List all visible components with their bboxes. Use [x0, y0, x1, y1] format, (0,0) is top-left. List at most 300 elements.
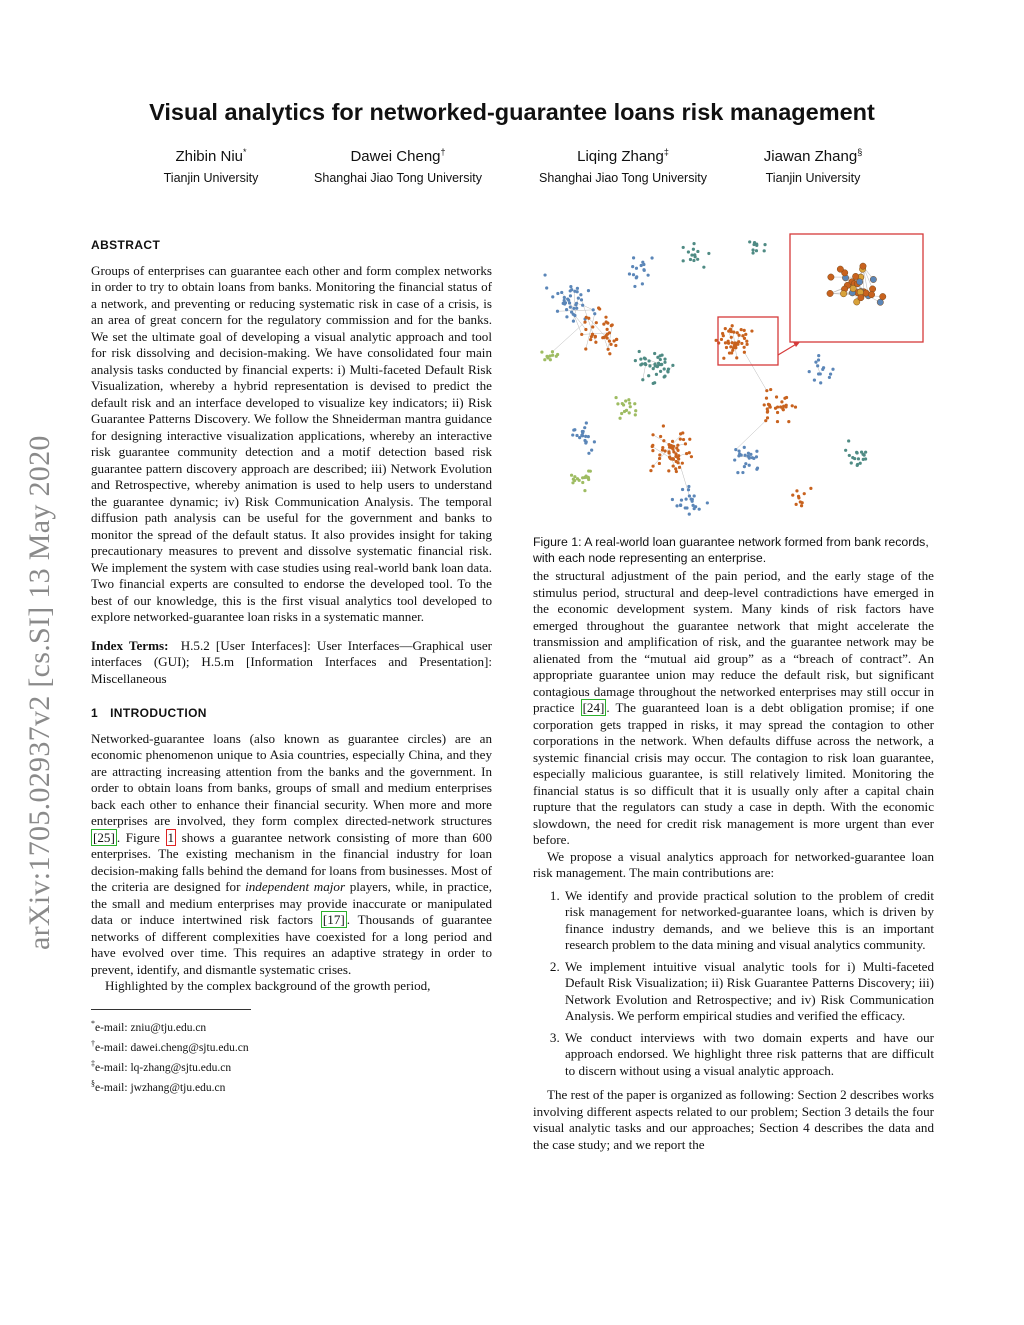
author-name: Liqing Zhang‡	[577, 147, 669, 165]
network-node	[750, 329, 753, 332]
network-node	[729, 328, 732, 331]
network-node	[740, 328, 743, 331]
network-node	[560, 291, 563, 294]
network-node	[658, 462, 661, 465]
network-node	[731, 324, 734, 327]
author-block	[523, 147, 723, 185]
paper-title: Visual analytics for networked-guarantee loans risk management	[149, 99, 875, 125]
network-node	[635, 275, 638, 278]
network-node	[692, 248, 695, 251]
network-node	[573, 290, 576, 293]
network-node	[584, 435, 587, 438]
network-node	[634, 359, 637, 362]
network-node	[663, 361, 666, 364]
network-node	[565, 315, 568, 318]
network-node	[764, 419, 767, 422]
network-node	[644, 362, 647, 365]
network-node	[680, 499, 683, 502]
network-node	[755, 450, 758, 453]
author-block	[131, 147, 291, 185]
network-node	[736, 331, 739, 334]
inset-node	[858, 294, 864, 300]
network-node	[540, 350, 543, 353]
list-item: 3. We conduct interviews with two domain experts and have our approach endorsed. We highlight three risk patterns that are difficult to discern without using a visual analytic approach.	[563, 1030, 934, 1080]
network-node	[795, 489, 798, 492]
figure-caption: Figure 1: A real-world loan guarantee network formed from bank records, with each node representing an enterprise.	[533, 535, 929, 565]
network-node	[860, 450, 863, 453]
network-edge	[586, 314, 595, 349]
network-node	[652, 382, 655, 385]
network-node	[679, 432, 682, 435]
network-node	[724, 327, 727, 330]
network-node	[632, 256, 635, 259]
network-node	[571, 481, 574, 484]
network-node	[685, 452, 688, 455]
network-node	[744, 333, 747, 336]
network-node	[829, 373, 832, 376]
network-node	[791, 404, 794, 407]
network-node	[715, 339, 718, 342]
network-node	[725, 346, 728, 349]
network-node	[566, 298, 569, 301]
network-node	[573, 475, 576, 478]
author-name: Zhibin Niu*	[175, 147, 247, 165]
intro-paragraph-1: Networked-guarantee loans (also known as guarantee circles) are an economic phenomenon unique to Asia countries, especially China, and they are attracting increasing attention from the banks and the government. In order to obtain loans from banks, groups of small and medium enterprises back each other to enhance their financial security. When more and more enterprises are involved, they form complex directed-network structures [25] . Figure 1 shows a guarantee network consisting of more than 600 enterprises. The existing mechanism in the financial industry for loan decision-making falls behind the demand for loans from businesses. Most of the criteria are designed for independent major players, while, in practice, the small and medium enterprises may provide inaccurate or manipulated data or induce intertwined risk factors [17] . Thousands of guarantee networks of different complexities have coexisted for a long period and have evolved over time. This requires an adaptive strategy in order to prevent, identify, and dismantle systematic crises.	[91, 730, 492, 977]
arxiv-identifier: arXiv:1705.02937v2 [cs.SI] 13 May 2020	[23, 435, 56, 950]
network-node	[850, 461, 853, 464]
network-node	[687, 250, 690, 253]
network-node	[735, 356, 738, 359]
network-node	[589, 338, 592, 341]
network-node	[572, 307, 575, 310]
network-node	[745, 343, 748, 346]
network-node	[791, 493, 794, 496]
network-node	[674, 467, 677, 470]
network-node	[763, 243, 766, 246]
network-node	[609, 343, 612, 346]
network-node	[555, 355, 558, 358]
author-affiliation: Shanghai Jiao Tong University	[314, 171, 482, 185]
network-node	[809, 487, 812, 490]
network-node	[651, 465, 654, 468]
inset-node	[828, 274, 834, 280]
network-node	[627, 398, 630, 401]
network-node	[667, 469, 670, 472]
network-node	[622, 403, 625, 406]
footnote: *e-mail: zniu@tju.edu.cn	[91, 1018, 207, 1034]
network-node	[675, 447, 678, 450]
network-node	[765, 389, 768, 392]
network-node	[585, 421, 588, 424]
footnote: §e-mail: jwzhang@tju.edu.cn	[91, 1078, 226, 1094]
network-node	[799, 500, 802, 503]
right-column	[533, 568, 934, 1153]
network-node	[755, 244, 758, 247]
network-node	[650, 256, 653, 259]
network-node	[608, 352, 611, 355]
network-node	[581, 481, 584, 484]
network-node	[638, 350, 641, 353]
network-node	[682, 438, 685, 441]
network-node	[659, 358, 662, 361]
right-paragraph-1: the structural adjustment of the pain period, and the early stage of the stimulus period, structural and deep-level contradictions have emerged in the economic development system. Many kinds of risk factors have emerged throughout the guarantee network that might accelerate the transmission and amplification of risk, and the guarantee network may be alienated from the “mutual aid group” as a “breach of contract”. An appropriate guarantee union may reduce the default risk, but significant contagious damage throughout the networked enterprises may still occur in practice [24] . The guaranteed loan is a debt obligation promise; if one corporation gets trapped in risks, it may spread the contagion to other corporations in the network. When defaults diffuse across the network, a systemic financial crisis may occur. The contagion to risk loan guarantee, especially malicious guarantee, is still relatively limited. Monitoring the financial status is so difficult that it is usually only after a capital chain rupture that the regulators can study a case in depth. With the economic slowdown, the need for credit risk management is more urgent than ever before.	[533, 568, 934, 847]
inset-node	[827, 290, 833, 296]
network-node	[633, 285, 636, 288]
network-node	[591, 333, 594, 336]
abstract-text: Groups of enterprises can guarantee each other and form complex networks in order to try to obtain loans from banks. Monitoring the financial status of a network, and preventing or reducing systematic risk in case of a crisis, is an area of great concern for the regulatory commission and for the banks. We set the ultimate goal of developing a visual analytic approach and tool for risk dissolving and decision-making. We have consolidated four main analysis tasks conducted by financial experts: i) Multi-faceted Default Risk Visualization, whereby a hybrid representation is devised to predict the default risk and an interface developed to visualize key indicators; ii) Risk Guarantee Patterns Discovery. We follow the Shneiderman mantra guidance for designing interactive visualization applications, whereby an interactive risk guarantee community detection and a motif detection based risk guarantee pattern discovery approach are described; iii) Network Evolution and Retrospective, whereby animation is used to help users to understand the guarantee dynamic; iv) Risk Communication Analysis. The temporal diffusion path analysis can be useful for the government and banks to monitor the spread of the default status. It also provides insight for taking precautionary measures to prevent and dissolve systematic financial risk. We implement the system with case studies using real-world bank loan data. Two financial experts are consulted to endorse the developed tool. To the best of our knowledge, this is the first visual analytics tool developed to explore networked-guarantee loan risks in a systematic manner.	[91, 262, 492, 624]
figure-link[interactable]: 1	[167, 829, 175, 845]
network-node	[766, 416, 769, 419]
network-node	[751, 248, 754, 251]
network-node	[651, 449, 654, 452]
citation-link[interactable]: [24]	[582, 700, 605, 715]
network-node	[797, 495, 800, 498]
inset-node	[840, 291, 846, 297]
network-node	[748, 456, 751, 459]
network-node	[734, 448, 737, 451]
network-node	[729, 345, 732, 348]
network-node	[551, 350, 554, 353]
network-node	[847, 439, 850, 442]
inset-node	[869, 286, 875, 292]
network-node	[641, 282, 644, 285]
network-node	[693, 494, 696, 497]
author-affiliation: Tianjin University	[163, 171, 259, 185]
network-node	[775, 395, 778, 398]
network-node	[814, 361, 817, 364]
network-node	[765, 397, 768, 400]
network-node	[556, 310, 559, 313]
network-node	[581, 431, 584, 434]
network-node	[615, 338, 618, 341]
network-edge	[552, 322, 585, 352]
network-node	[733, 344, 736, 347]
network-node	[651, 444, 654, 447]
network-node	[692, 259, 695, 262]
network-node	[543, 358, 546, 361]
network-node	[606, 321, 609, 324]
network-node	[724, 341, 727, 344]
network-node	[662, 424, 665, 427]
network-edge	[816, 362, 820, 374]
citation-link[interactable]: [25]	[93, 829, 115, 845]
network-node	[679, 504, 682, 507]
network-node	[565, 308, 568, 311]
network-node	[594, 341, 597, 344]
right-paragraph-3: The rest of the paper is organized as following: Section 2 describes works involving different aspects related to our problem; Section 3 details the four visual analytic tasks and our approaches; Section 4 describes the data and the case study; and we report the	[533, 1087, 934, 1152]
network-node	[579, 293, 582, 296]
network-node	[684, 442, 687, 445]
network-node	[625, 409, 628, 412]
network-node	[591, 325, 594, 328]
network-node	[743, 329, 746, 332]
network-node	[602, 323, 605, 326]
network-node	[575, 302, 578, 305]
network-node	[618, 417, 621, 420]
list-item: 2. We implement intuitive visual analytic tools for i) Multi-faceted Default Risk Visualization; ii) Risk Guarantee Patterns Discovery; iii) Network Evolution and Retrospective; and iv) Risk Communication Analysis. We perform empirical studies and verified the efficacy.	[563, 959, 934, 1025]
network-node	[675, 504, 678, 507]
network-node	[728, 351, 731, 354]
network-node	[737, 340, 740, 343]
network-node	[706, 501, 709, 504]
network-node	[601, 336, 604, 339]
network-node	[663, 375, 666, 378]
network-node	[655, 373, 658, 376]
network-node	[587, 478, 590, 481]
network-edge	[736, 421, 766, 450]
network-node	[692, 242, 695, 245]
network-node	[640, 264, 643, 267]
network-node	[594, 335, 597, 338]
network-node	[787, 420, 790, 423]
network-node	[667, 443, 670, 446]
network-figure	[530, 226, 932, 532]
network-node	[632, 273, 635, 276]
network-node	[629, 405, 632, 408]
network-node	[671, 448, 674, 451]
network-node	[682, 259, 685, 262]
network-node	[616, 402, 619, 405]
network-node	[785, 396, 788, 399]
introduction-heading: 1 INTRODUCTION	[91, 706, 207, 720]
network-node	[628, 411, 631, 414]
network-node	[749, 453, 752, 456]
network-node	[610, 324, 613, 327]
network-node	[690, 455, 693, 458]
network-node	[593, 312, 596, 315]
network-node	[690, 253, 693, 256]
network-node	[551, 295, 554, 298]
network-node	[862, 458, 865, 461]
network-node	[763, 403, 766, 406]
author-name: Jiawan Zhang§	[763, 147, 863, 165]
network-edges	[552, 277, 820, 508]
network-node	[738, 452, 741, 455]
network-node	[740, 342, 743, 345]
network-node	[573, 314, 576, 317]
network-node	[661, 446, 664, 449]
network-node	[571, 433, 574, 436]
network-node	[584, 328, 587, 331]
network-node	[688, 451, 691, 454]
network-node	[549, 358, 552, 361]
network-node	[702, 266, 705, 269]
network-node	[707, 252, 710, 255]
author-block	[298, 147, 498, 185]
network-node	[652, 367, 655, 370]
network-node	[800, 504, 803, 507]
network-node	[633, 402, 636, 405]
network-node	[857, 457, 860, 460]
inset-node	[860, 263, 866, 269]
network-node	[564, 301, 567, 304]
network-node	[635, 267, 638, 270]
network-node	[653, 352, 656, 355]
network-node	[674, 452, 677, 455]
network-node	[595, 321, 598, 324]
network-node	[808, 370, 811, 373]
network-node	[675, 470, 678, 473]
network-node	[583, 489, 586, 492]
network-node	[667, 451, 670, 454]
network-node	[570, 311, 573, 314]
network-node	[573, 428, 576, 431]
network-node	[780, 400, 783, 403]
network-node	[576, 287, 579, 290]
network-node	[694, 255, 697, 258]
network-node	[776, 411, 779, 414]
network-node	[648, 364, 651, 367]
network-node	[694, 505, 697, 508]
network-node	[663, 358, 666, 361]
network-node	[587, 317, 590, 320]
network-node	[604, 316, 607, 319]
network-node	[572, 320, 575, 323]
author-affiliation: Tianjin University	[765, 171, 861, 185]
network-node	[583, 426, 586, 429]
network-node	[864, 451, 867, 454]
network-node	[720, 338, 723, 341]
network-node	[743, 465, 746, 468]
network-node	[569, 294, 572, 297]
network-node	[639, 363, 642, 366]
network-node	[639, 357, 642, 360]
inset-node	[837, 266, 843, 272]
network-node	[624, 399, 627, 402]
network-node	[844, 449, 847, 452]
network-node	[580, 298, 583, 301]
network-node	[648, 359, 651, 362]
network-node	[634, 413, 637, 416]
network-node	[585, 440, 588, 443]
network-node	[813, 379, 816, 382]
network-node	[727, 342, 730, 345]
network-node	[856, 464, 859, 467]
network-node	[643, 357, 646, 360]
network-node	[608, 340, 611, 343]
network-node	[687, 488, 690, 491]
network-node	[817, 354, 820, 357]
network-node	[593, 440, 596, 443]
network-node	[831, 368, 834, 371]
network-node	[848, 454, 851, 457]
network-node	[678, 466, 681, 469]
network-node	[614, 396, 617, 399]
network-node	[691, 500, 694, 503]
network-node	[817, 372, 820, 375]
inset-node	[850, 285, 856, 291]
network-node	[794, 405, 797, 408]
intro-paragraph-2: Highlighted by the complex background of the growth period,	[105, 978, 431, 993]
network-node	[666, 369, 669, 372]
index-terms: Index Terms: H.5.2 [User Interfaces]: User Interfaces—Graphical user interfaces (GUI); H.5.m [Information Interfaces and Presentation]: Miscellaneous	[91, 637, 493, 686]
network-node	[658, 457, 661, 460]
network-node	[672, 464, 675, 467]
inset-node	[868, 291, 874, 297]
network-node	[736, 471, 739, 474]
network-node	[577, 297, 580, 300]
network-node	[584, 347, 587, 350]
footnote: ‡e-mail: lq-zhang@sjtu.edu.cn	[91, 1058, 232, 1074]
inset-node	[857, 279, 863, 285]
network-node	[658, 453, 661, 456]
network-node	[662, 439, 665, 442]
network-node	[722, 357, 725, 360]
network-edge	[582, 333, 610, 335]
network-node	[755, 249, 758, 252]
network-node	[819, 381, 822, 384]
network-edge	[744, 352, 766, 390]
footnote: †e-mail: dawei.cheng@sjtu.edu.cn	[91, 1038, 249, 1054]
network-node	[651, 433, 654, 436]
network-node	[696, 258, 699, 261]
network-node	[671, 440, 674, 443]
network-node	[606, 328, 609, 331]
network-node	[817, 358, 820, 361]
network-node	[721, 332, 724, 335]
network-node	[769, 388, 772, 391]
network-node	[784, 405, 787, 408]
citation-link[interactable]: [17]	[322, 912, 345, 927]
network-node	[689, 258, 692, 261]
abstract-heading: ABSTRACT	[91, 238, 161, 252]
network-node	[628, 272, 631, 275]
network-node	[743, 337, 746, 340]
network-node	[677, 457, 680, 460]
author-affiliation: Shanghai Jiao Tong University	[539, 171, 707, 185]
network-node	[671, 364, 674, 367]
network-node	[821, 368, 824, 371]
network-node	[681, 488, 684, 491]
network-node	[590, 449, 593, 452]
list-item: 1. We identify and provide practical solution to the problem of credit risk management for networked-guarantee loans, which is driven by finance industry demands, and we believe this is an important research problem to the data mining and visual analytics community.	[563, 888, 934, 954]
network-node	[597, 306, 600, 309]
network-node	[620, 412, 623, 415]
network-node	[641, 378, 644, 381]
network-node	[641, 261, 644, 264]
network-node	[545, 355, 548, 358]
network-node	[743, 351, 746, 354]
network-node	[583, 321, 586, 324]
network-node	[744, 462, 747, 465]
network-node	[741, 334, 744, 337]
network-node	[569, 306, 572, 309]
network-node	[743, 346, 746, 349]
network-node	[685, 506, 688, 509]
network-node	[744, 454, 747, 457]
network-node	[766, 407, 769, 410]
network-node	[581, 304, 584, 307]
network-node	[769, 406, 772, 409]
contributions-list	[533, 888, 934, 1080]
network-node	[653, 363, 656, 366]
network-node	[776, 420, 779, 423]
network-node	[748, 464, 751, 467]
network-node	[634, 409, 637, 412]
network-node	[737, 449, 740, 452]
network-node	[688, 438, 691, 441]
network-node	[660, 363, 663, 366]
network-node	[766, 410, 769, 413]
network-node	[859, 462, 862, 465]
network-node	[628, 402, 631, 405]
network-node	[647, 374, 650, 377]
network-node	[803, 492, 806, 495]
network-node	[816, 364, 819, 367]
zoom-arrow-head	[793, 342, 800, 347]
network-node	[688, 494, 691, 497]
network-node	[731, 341, 734, 344]
